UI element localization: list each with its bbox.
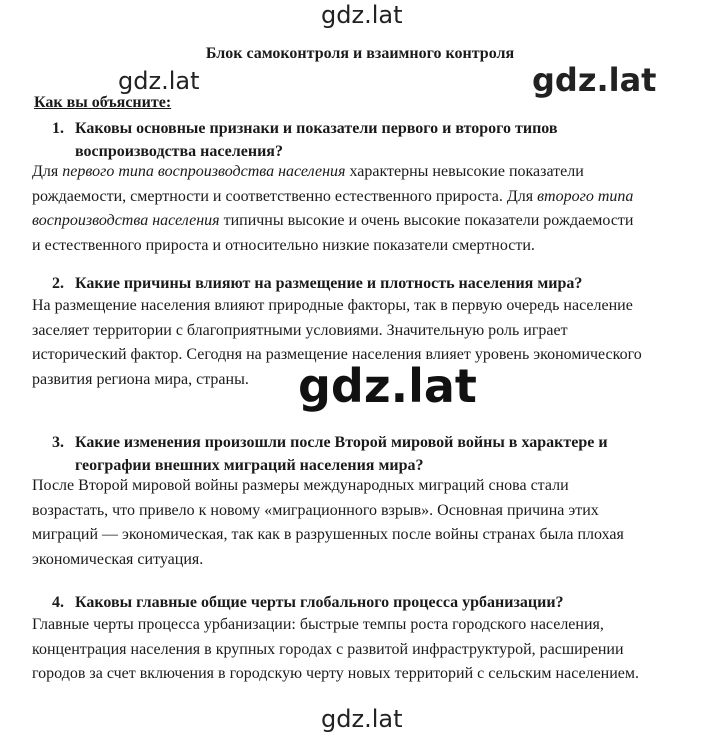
answer-line: развития региона мира, страны. [32, 370, 249, 388]
answer-line: экономическая ситуация. [32, 550, 204, 568]
question-text-line: географии внешних миграций населения мира? [75, 457, 424, 474]
answer-line: заселяет территории с благоприятными условиями. Значительную роль играет [32, 321, 568, 339]
answer-line: миграций — экономическая, так как в разрушенных после войны странах была плохая [32, 526, 624, 543]
question-number: 2. [52, 275, 64, 292]
question-text-line: Какие изменения произошли после Второй мировой войны в характере и [75, 434, 608, 451]
answer-3 [32, 474, 704, 572]
answer-text: рождаемости, смертности и соответственно естественного прироста. Для [32, 187, 538, 205]
answer-line: На размещение населения влияют природные факторы, так в первую очередь население [32, 297, 633, 314]
section-label: Как вы объясните: [34, 94, 172, 111]
question-1 [52, 117, 712, 163]
answer-2 [32, 294, 704, 392]
answer-term: воспроизводства населения [32, 212, 220, 229]
question-text-line: Каковы основные признаки и показатели первого и второго типов [75, 120, 558, 137]
question-number: 3. [52, 434, 64, 451]
watermark-top: gdz.lat [321, 1, 403, 29]
answer-line: После Второй мировой войны размеры международных миграций снова стали [32, 477, 569, 494]
answer-line: возрастать, что привело к новому «миграционного взрыв». Основная причина этих [32, 501, 599, 519]
question-number: 4. [52, 594, 64, 611]
answer-line [32, 160, 704, 185]
answer-text: типичны высокие и очень высокие показатели рождаемости [219, 212, 634, 229]
answer-term: первого типа воспроизводства населения [62, 163, 346, 180]
watermark-bottom: gdz.lat [321, 705, 403, 733]
question-3 [52, 431, 712, 477]
question-text-line: Какие причины влияют на размещение и плотность населения мира? [75, 275, 583, 292]
answer-term: второго типа [537, 187, 634, 205]
watermark-right: gdz.lat [532, 61, 657, 99]
answer-line: исторический фактор. Сегодня на размещение населения влияет уровень экономического [32, 346, 642, 363]
answer-line [32, 209, 704, 234]
question-2 [52, 272, 712, 295]
answer-line: Главные черты процесса урбанизации: быстрые темпы роста городского населения, [32, 616, 604, 633]
question-4 [52, 591, 712, 614]
answer-4 [32, 613, 704, 687]
watermark-center: gdz.lat [298, 359, 477, 413]
answer-line: городов за счет включения в городскую черту новых территорий с сельским населением. [32, 665, 640, 682]
answer-text: Для [32, 163, 63, 180]
question-text-line: воспроизводства населения? [75, 143, 283, 160]
question-text-line: Каковы главные общие черты глобального процесса урбанизации? [75, 594, 564, 611]
answer-line [32, 185, 704, 210]
answer-line: и естественного прироста и относительно низкие показатели смертности. [32, 236, 535, 254]
answer-text: характерны невысокие показатели [345, 163, 584, 180]
document-title: Блок самоконтроля и взаимного контроля [205, 45, 515, 62]
question-number: 1. [52, 120, 64, 137]
answer-line: концентрация населения в крупных городах с развитой инфраструктурой, расширении [32, 640, 624, 658]
answer-1 [32, 160, 704, 258]
watermark-left: gdz.lat [118, 67, 200, 95]
